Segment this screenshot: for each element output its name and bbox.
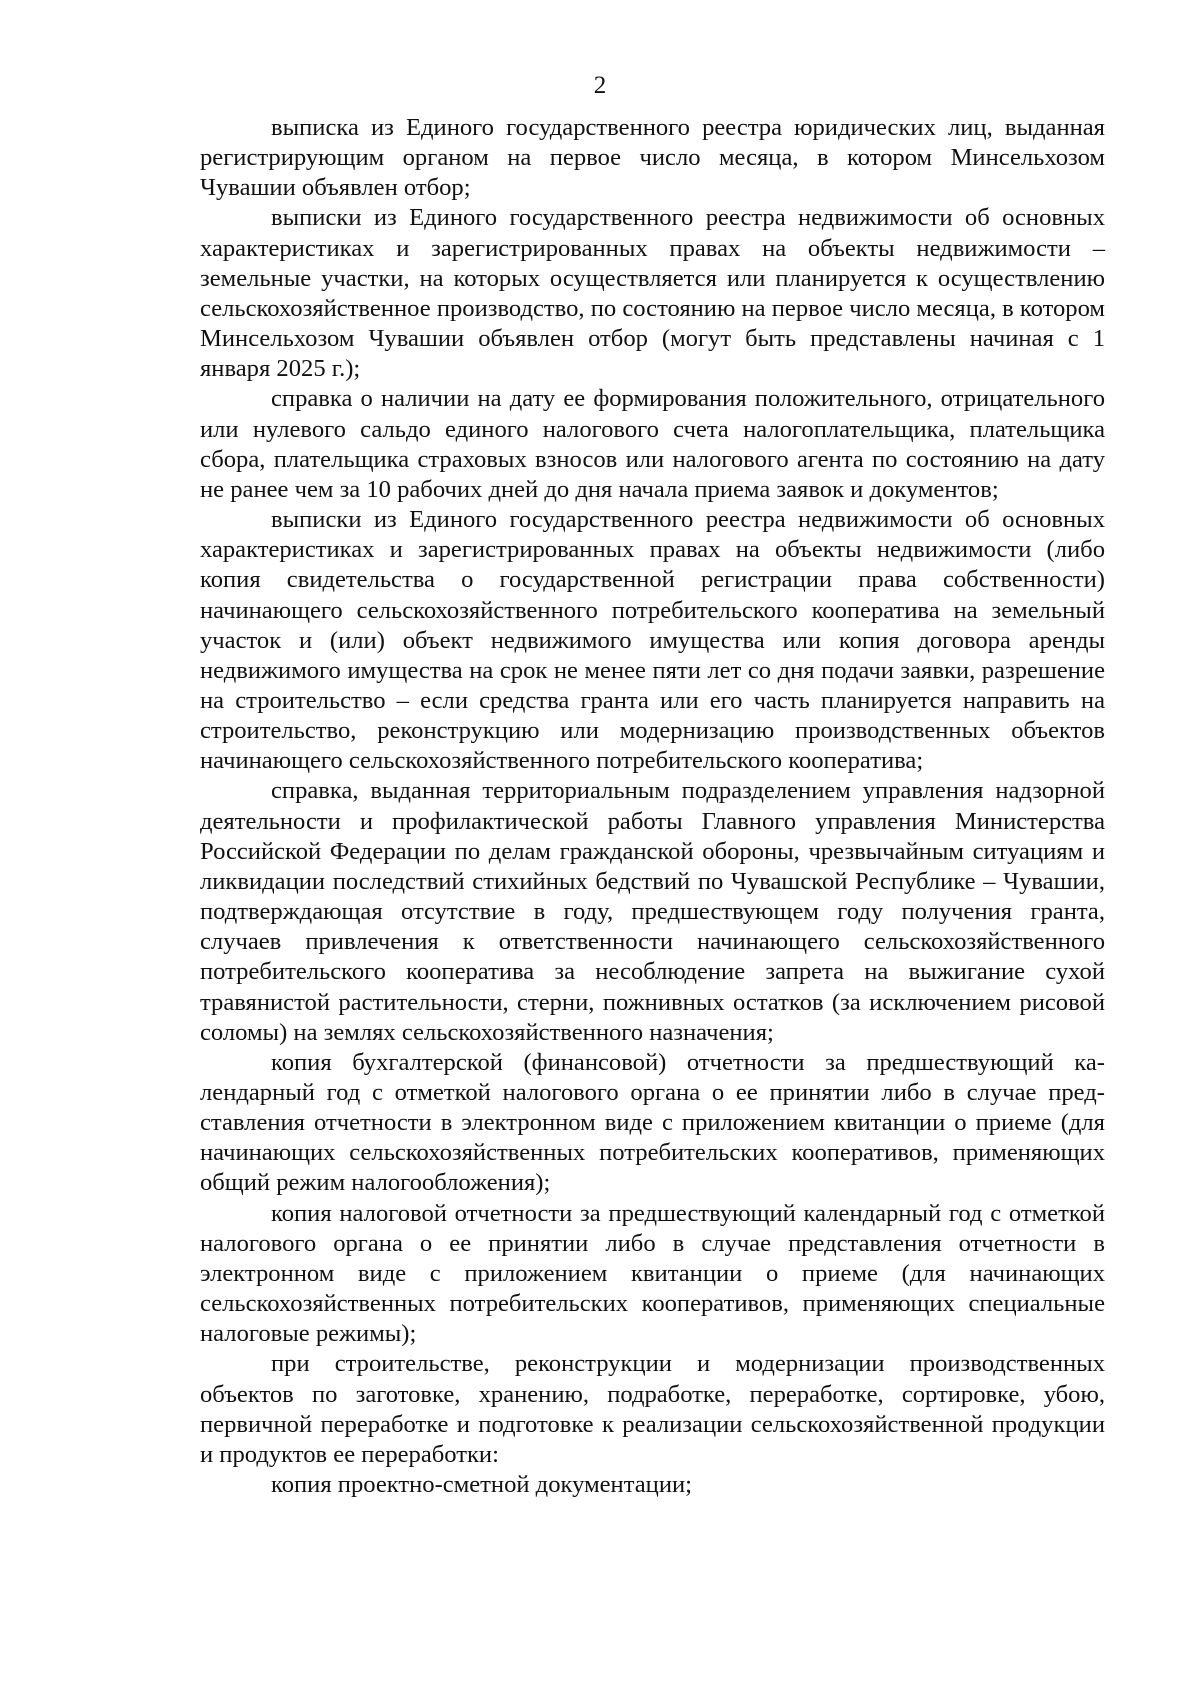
paragraph-egrn-property-extract: выписки из Единого государственного реестра недвижимости об основных характеристиках и зарегистрированных правах на объекты недвижимости (либо копия свидетельства о государственной регистрации права собственности) начинающего сельскохозяйственного потребительского кооператива на земельный участок и (или) объект недвижимого имущества или копия договора аренды недвижимого имущества на срок не менее пяти лет со дня подачи заявки, разрешение на строительство – если средства гранта или его часть планируется направить на строительство, реконструкцию или модернизацию производственных объектов начинающего сельскохозяйственного потребительского кооператива; <box>200 506 1105 775</box>
paragraph-tax-reports-copy: копия налоговой отчетности за предшествующий календарный год с отметкой налогового органа о ее принятии либо в случае представления отчетности в электронном виде с приложением квитанции о приеме (для начинающих сельскохозяйственных потребительских кооперативов, применяющих специальные налоговые режимы); <box>200 1199 1105 1348</box>
page-number: 2 <box>593 72 607 99</box>
paragraph-egrn-land-extract: выписки из Единого государственного реестра недвижимости об основных характеристиках и зарегистрированных правах на объекты недвижимости – земельные участки, на которых осуществляется или планируется к осуществлению сельскохозяйственное производство, по состоянию на первое число месяца, в котором Минсельхозом Чувашии объявлен отбор (могут быть представлены начиная с 1 января 2025 г.); <box>200 204 1105 383</box>
paragraph-tax-balance-certificate: справка о наличии на дату ее формирования положительного, отрицательного или нулевого сальдо единого налогового счета налогоплательщика, плательщика сбора, плательщика страховых взносов или налогового агента по состоянию на дату не ранее чем за 10 рабочих дней до дня начала приема заявок и документов; <box>200 385 1105 503</box>
paragraph-egrul-extract: выписка из Единого государственного реестра юридических лиц, выданная регистрирующим органом на первое число месяца, в котором Минсельхозом Чувашии объявлен отбор; <box>200 114 1105 202</box>
paragraph-fire-safety-certificate: справка, выданная территориальным подразделением управления надзорной деятельности и профилактической работы Главного управления Министерства Российской Федерации по делам гражданской обороны, чрезвычайным ситуациям и ликвидации последствий стихийных бедствий по Чувашской Республике – Чувашии, подтверждающая отсутствие в году, предшествующем году получения гранта, случаев привлечения к ответственности начинающего сельскохозяйственного потребительского кооператива за несоблюдение запрета на выжигание сухой травянистой растительности, стерни, пожнивных остатков (за исключением рисовой соломы) на землях сельскохозяйственного назначения; <box>200 777 1105 1046</box>
paragraph-design-estimate-copy: копия проектно-сметной документации; <box>271 1471 692 1499</box>
paragraph-construction-condition: при строительстве, реконструкции и модернизации производственных объектов по заготовке, хранению, подработке, переработке, сортировке, убою, первичной переработке и подготовке к реализации сельскохозяйственной продукции и продуктов ее переработки: <box>200 1350 1105 1468</box>
paragraph-accounting-reports-copy: копия бухгалтерской (финансовой) отчетности за предшествующий календарный год с отметкой налогового органа о ее принятии либо в случае представления отчетности в электронном виде с приложением квитанции о приеме (для начинающих сельскохозяйственных потребительских кооперативов, применяющих общий режим налогообложения); <box>200 1048 1105 1197</box>
document-body <box>200 113 1105 1500</box>
